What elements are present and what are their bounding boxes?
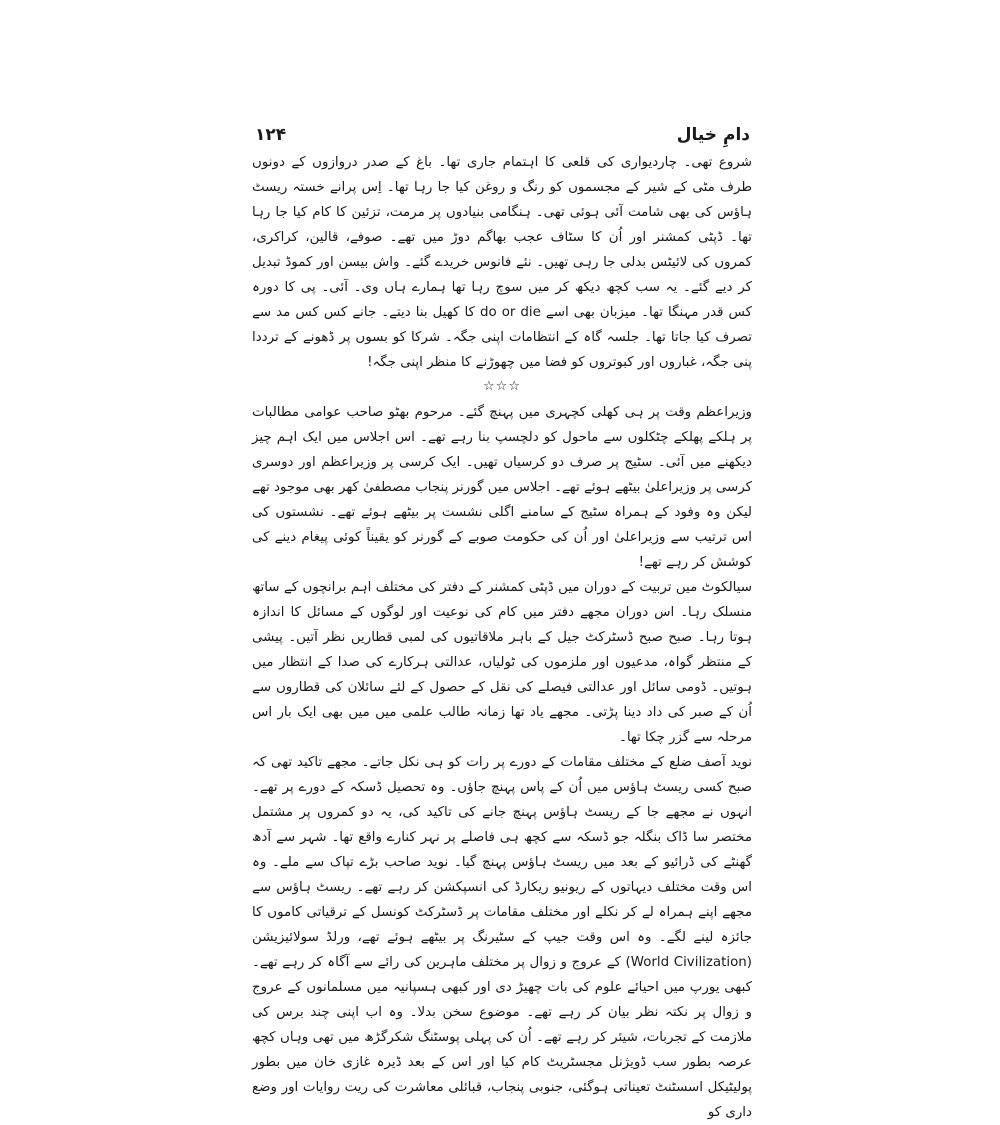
section-separator-stars: ☆☆☆ — [483, 379, 521, 394]
page-header — [255, 122, 750, 148]
body-text — [252, 150, 752, 1125]
paragraph: سیالکوٹ میں تربیت کے دوران میں ڈپٹی کمشنر کے دفتر کی مختلف اہم برانچوں کے ساتھ منسلک رہا۔ اس دوران مجھے دفتر میں کام کی نوعیت اور لوگوں کے مسائل کا اندازہ ہوتا رہا۔ صبح صبح ڈسٹرکٹ جیل کے باہر ملاقاتیوں کی لمبی قطاریں نظر آتیں۔ پیشی کے منتظر گواہ، مدعیوں اور ملزموں کی ٹولیاں، عدالتی ہرکارے کی صدا کے انتظار میں ہوتیں۔ ڈومی سائل اور عدالتی فیصلے کی نقل کے حصول کے لئے سائلان کی قطاروں سے اُن کے صبر کی داد دینا پڑتی۔ مجھے یاد تھا زمانہ طالب علمی میں میں بھی ایک بار اس مرحلہ سے گزر چکا تھا۔ — [252, 580, 752, 745]
paragraph: وزیراعظم وقت پر ہی کھلی کچہری میں پہنچ گئے۔ مرحوم بھٹو صاحب عوامی مطالبات پر ہلکے پھلکے چٹکلوں سے ماحول کو دلچسپ بنا رہے تھے۔ اس اجلاس میں ایک اہم چیز دیکھنے میں آئی۔ سٹیج پر صرف دو کرسیاں تھیں۔ ایک کرسی پر وزیراعظم اور دوسری کرسی پر وزیراعلیٰ بیٹھے ہوئے تھے۔ اجلاس میں گورنر پنجاب مصطفیٰ کھر بھی موجود تھے لیکن وہ وفود کے ہمراہ سٹیج کے سامنے اگلی نشست پر بیٹھے ہوئے تھے۔ نشستوں کی اس ترتیب سے وزیراعلیٰ اور اُن کی حکومت صوبے کے گورنر کو یقیناً کوئی پیغام دینے کی کوشش کر رہے تھے! — [252, 405, 752, 570]
paragraph: نوید آصف ضلع کے مختلف مقامات کے دورے پر رات کو ہی نکل جاتے۔ مجھے تاکید تھی کہ صبح کسی ریسٹ ہاؤس میں اُن کے پاس پہنچ جاؤں۔ وہ تحصیل ڈسکہ کے دورے پر تھے۔ انہوں نے مجھے جا کے ریسٹ ہاؤس پہنچ جانے کی تاکید کی، یہ دو کمروں پر مشتمل مختصر سا ڈاک بنگلہ جو ڈسکہ سے کچھ ہی فاصلے پر نہر کنارے واقع تھا۔ شہر سے آدھ گھنٹے کی ڈرائیو کے بعد میں ریسٹ ہاؤس پہنچ گیا۔ نوید صاحب بڑے تپاک سے ملے۔ وہ اس وقت مختلف دیہاتوں کے ریونیو ریکارڈ کی انسپکشن کر رہے تھے۔ ریسٹ ہاؤس سے مجھے اپنے ہمراہ لے کر نکلے اور مختلف مقامات پر ڈسٹرکٹ کونسل کے ترقیاتی کاموں کا جائزہ لینے لگے۔ وہ اس وقت جیپ کے سٹیرنگ پر بیٹھے ہوئے تھے، ورلڈ سولائیزیشن (World Civilization) کے عروج و زوال پر مختلف ماہرین کی رائے سے آگاہ کر رہے تھے۔ کبھی یورپ میں احیائے علوم کی بات چھیڑ دی اور کبھی ہسپانیہ میں مسلمانوں کے عروج و زوال پر نکتہ نظر بیان کر رہے تھے۔ موضوع سخن بدلا۔ وہ اب اپنی چند برس کی ملازمت کے تجربات، شیئر کر رہے تھے۔ اُن کی پہلی پوسٹنگ شکرگڑھ میں تھی وہاں کچھ عرصہ بطور سب ڈویژنل مجسٹریٹ کام کیا اور اس کے بعد ڈیرہ غازی خان میں بطور پولیٹیکل اسسٹنٹ تعیناتی ہوگئی، جنوبی پنجاب، قبائلی معاشرت کی ریت روایات اور وضع داری کو — [252, 755, 752, 1120]
page-number: ۱۲۴ — [255, 125, 287, 145]
paragraph: شروع تھی۔ چاردیواری کی قلعی کا اہتمام جاری تھا۔ باغ کے صدر دروازوں کے دونوں طرف مٹی کے شیر کے مجسموں کو رنگ و روغن کیا جا رہا تھا۔ اِس پرانے خستہ ریسٹ ہاؤس کی بھی شامت آئی ہوئی تھی۔ ہنگامی بنیادوں پر مرمت، تزئین کا کام کیا جا رہا تھا۔ ڈپٹی کمشنر اور اُن کا سٹاف عجب بھاگم دوڑ میں تھے۔ صوفے، قالین، کراکری، کمروں کی لائیٹس بدلی جا رہی تھیں۔ نئے فانوس خریدے گئے۔ واش بیسن اور کموڈ تبدیل کر دیے گئے۔ یہ سب کچھ دیکھ کر میں سوچ رہا تھا ہمارے ہاں وی۔ آئی۔ پی کا دورہ کس قدر مہنگا تھا۔ میزبان بھی اسے do or die کا کھیل بنا دیتے۔ جانے کس کس مد سے تصرف کیا جاتا تھا۔ جلسہ گاہ کے انتظامات اپنی جگہ۔ شرکا کو بسوں پر ڈھونے کے ترددا پنی جگہ، غباروں اور کبوتروں کو فضا میں چھوڑنے کا منظر اپنی جگہ! — [252, 155, 752, 370]
running-title: دامِ خیال — [676, 125, 750, 145]
